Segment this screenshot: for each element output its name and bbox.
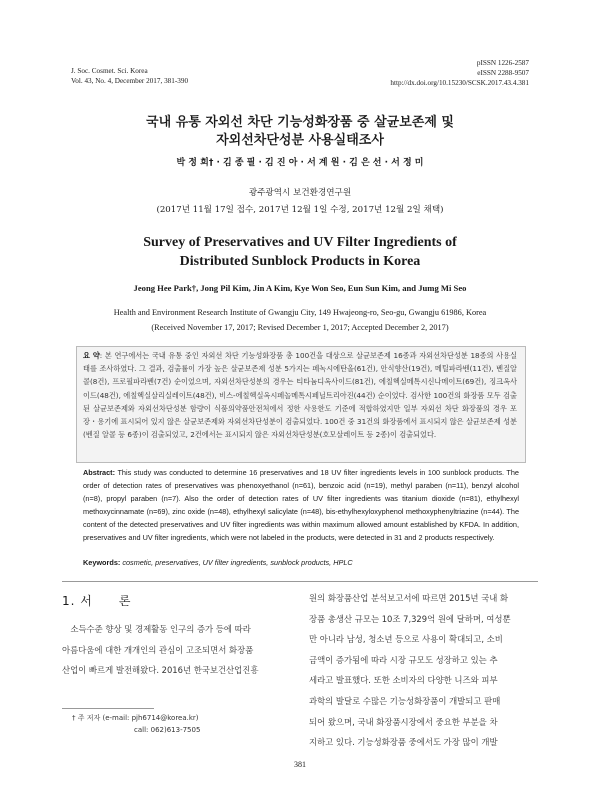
body-line: 산업이 빠르게 발전해왔다. 2016년 한국보건산업진흥 (62, 665, 259, 676)
section-word: 론 (118, 594, 132, 608)
english-title-line1: Survey of Preservatives and UV Filter Ingredients of (143, 235, 457, 250)
summary-text: : 본 연구에서는 국내 유통 중인 자외선 차단 기능성화장품 총 100건을 대상으로 살균보존제 16종과 자외선차단성분 18종의 사용실태를 조사하였다. 그 결과, 검출률이 가장 높은 살균보존제 성분 5가지는 페녹시에탄올(61건), 안식향산(19건), 메틸파라벤(11건), 벤질알콜(8건), 프로필파라벤(7건) 순이었으며, 자외선차단성분의 경우는 티타늄디옥사이드(81건), 에칠헥실메톡시신나메이트(69건), 징크옥사이드(48건), 에칠헥실살리실레이트(48건), 비스-에칠헥실옥시페놀메톡시페닐트리아진(44건) 순이었다. 검사한 100건의 화장품 모두 검출된 살균보존제와 자외선차단성분 함량이 식품의약품안전처에서 정한 사용한도 기준에 적합하였지만 일부 자외선 차단 화장품의 경우 포장・용기에 표시되어 있지 않은 살균보존제와 자외선차단성분이 검출되었다. 100건 중 31건의 화장품에서 표시되지 않은 살균보존제 성분(벤질 알콜 등 6종)이 검출되었고, 2건에서는 표시되지 않은 자외선차단성분(호모살레이트 등 2종)이 검출되었다. (83, 351, 517, 440)
keywords-text: cosmetic, preservatives, UV filter ingredients, sunblock products, HPLC (120, 558, 353, 567)
body-line: 소득수준 향상 및 경제활동 인구의 증가 등에 따라 (62, 624, 251, 634)
english-dates: (Received November 17, 2017; Revised December 1, 2017; Accepted December 2, 2017) (151, 323, 449, 332)
eissn: eISSN 2288-9507 (477, 69, 529, 77)
body-line: 과학의 발달로 수많은 기능성화장품이 개발되고 판매 (309, 695, 501, 706)
body-line: 되어 왔으며, 국내 화장품시장에서 중요한 부분을 차 (309, 716, 498, 727)
korean-authors: 박 정 희† · 김 종 필 · 김 진 아 · 서 계 원 · 김 은 선 · 서 정 미 (176, 158, 424, 168)
body-line: 원의 화장품산업 분석보고서에 따르면 2015년 국내 화 (309, 593, 509, 603)
pissn: pISSN 1226-2587 (476, 59, 529, 67)
journal-citation (71, 66, 188, 86)
korean-dates: (2017년 11월 17일 접수, 2017년 12월 1일 수정, 2017년 12월 2일 채택) (156, 205, 444, 215)
issn-block (390, 58, 529, 88)
english-abstract (83, 466, 519, 545)
footnote-email: † 주 저자 (e-mail: pjh6714@korea.kr) (72, 714, 199, 722)
body-line: 세라고 발표했다. 또한 소비자의 다양한 니즈와 피부 (309, 675, 498, 686)
korean-affiliation: 광주광역시 보건환경연구원 (248, 188, 352, 198)
korean-summary (83, 349, 517, 441)
body-line: 지하고 있다. 기능성화장품 중에서도 가장 많이 개발 (309, 737, 498, 748)
section-number: 1. 서 (62, 594, 93, 608)
footnote-phone: call: 062)613-7505 (134, 726, 201, 734)
summary-label: 요 약 (83, 351, 100, 360)
korean-title-line1: 국내 유통 자외선 차단 기능성화장품 중 살균보존제 및 (146, 115, 454, 130)
abstract-text: This study was conducted to determine 16 preservatives and 18 UV filter ingredients levels in 100 sunblock products. The order of detection rates of preservatives was phenoxyethanol (n=61), benzoic acid (n=19), methyl paraben (n=11), benzyl alcohol (n=8), propyl paraben (n=7). Also the order of detection rates of UV filter ingredients was titanium dioxide (n=81), ethylhexyl methoxycinnamate (n=69), zinc oxide (n=48), ethylhexyl salicylate (n=48), bis-ethylhexyloxyphenol methoxyphenyltriazine (n=44). The content of the detected preservatives and UV filter ingredients was within maximum allowed amount established by KFDA. In addition, preservatives and UV filter ingredients, which were not labeled in the products, were detected in 31 and 2 products respectively. (83, 468, 519, 543)
english-authors: Jeong Hee Park†, Jong Pil Kim, Jin A Kim, Kye Won Seo, Eun Sun Kim, and Jumg Mi Seo (133, 283, 467, 293)
footnote (72, 712, 200, 736)
body-line: 만 아니라 남성, 청소년 등으로 사용이 확대되고, 소비 (309, 634, 503, 645)
footnote-rule (62, 708, 154, 709)
abstract-label: Abstract: (83, 468, 116, 477)
body-line: 아름다움에 대한 개개인의 관심이 고조되면서 화장품 (62, 644, 254, 655)
english-title-line2: Distributed Sunblock Products in Korea (179, 254, 421, 269)
english-affiliation: Health and Environment Research Institute of Gwangju City, 149 Hwajeong-ro, Seo-gu, Gwangju 61986, Korea (113, 308, 487, 317)
divider (62, 581, 538, 582)
body-column-left (62, 619, 292, 681)
body-column-right (309, 588, 539, 753)
korean-title-line2: 자외선차단성분 사용실태조사 (216, 133, 384, 148)
section-heading (62, 592, 131, 609)
page-number: 381 (294, 760, 306, 769)
body-line: 장품 총생산 규모는 10조 7,329억 원에 달하며, 여성뿐 (309, 613, 511, 624)
journal-volume: Vol. 43, No. 4, December 2017, 381-390 (71, 77, 189, 85)
journal-name: J. Soc. Cosmet. Sci. Korea (71, 67, 148, 75)
keywords (83, 557, 519, 569)
body-line: 금액이 증가됨에 따라 시장 규모도 성장하고 있는 추 (309, 654, 498, 665)
doi-link[interactable]: http://dx.doi.org/10.15230/SCSK.2017.43.4.381 (390, 79, 529, 87)
keywords-label: Keywords: (83, 558, 121, 567)
